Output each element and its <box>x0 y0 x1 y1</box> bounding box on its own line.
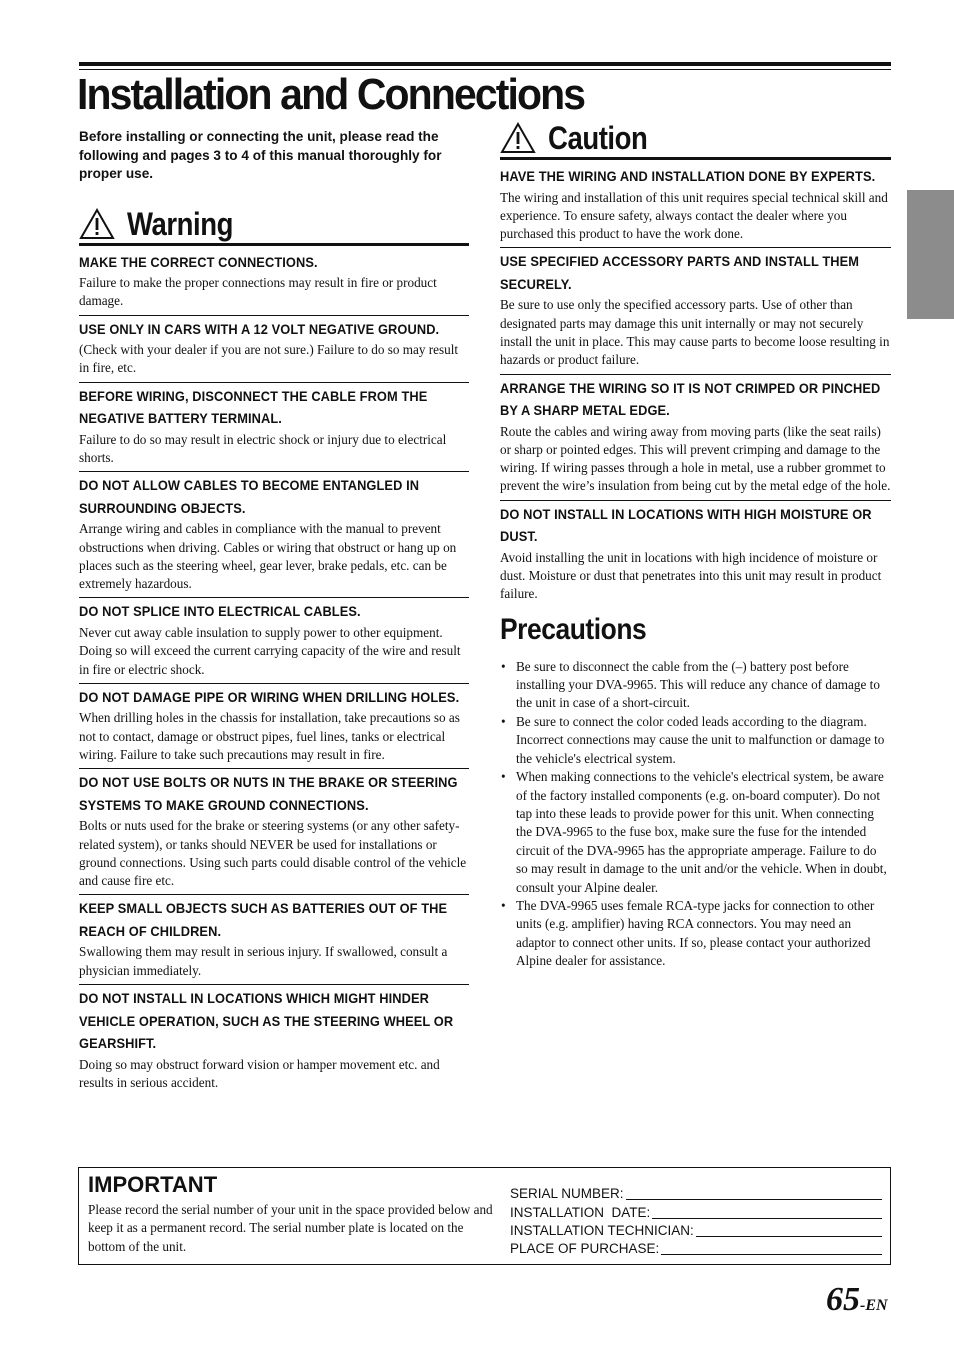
warning-heading <box>79 206 469 246</box>
title-rule-thick <box>79 62 891 66</box>
warning-item <box>79 683 469 764</box>
field-label: INSTALLATION DATE: <box>510 1204 651 1220</box>
warning-heading-label: Warning <box>127 205 234 242</box>
caution-item-title: DO NOT INSTALL IN LOCATIONS WITH HIGH MOISTURE OR DUST. <box>500 506 872 545</box>
warning-item-text: Failure to make the proper connections may result in fire or product damage. <box>79 275 437 309</box>
precaution-item: • Be sure to disconnect the cable from the (–) battery post before installing your DVA-9965. This will reduce any chance of damage to the unit in case of a short-circuit. <box>500 658 891 713</box>
precaution-item: • When making connections to the vehicle's electrical system, be aware of the factory installed components (e.g. on-board computer). Do not tap into these leads to provide power for this unit. When connecting the DVA-9965 to the fuse box, make sure the fuse for the intended circuit of the DVA-9965 has the appropriate amperage. Failure to do so may result in damage to the unit and/or the vehicle. When in doubt, consult your Alpine dealer. <box>500 768 891 897</box>
installation-technician-field[interactable] <box>510 1221 882 1239</box>
warning-item-title: DO NOT DAMAGE PIPE OR WIRING WHEN DRILLING HOLES. <box>79 689 460 705</box>
precaution-item: • Be sure to connect the color coded leads according to the diagram. Incorrect connections may cause the unit to malfunction or damage to the vehicle's electrical system. <box>500 713 891 768</box>
warning-item-text: Arrange wiring and cables in compliance with the manual to prevent obstructions when driving. Cables or wiring that obstruct or hang up on places such as the steering wheel, gear lever, brake pedals, etc. can be extremely hazardous. <box>79 521 457 592</box>
left-column <box>79 128 469 1096</box>
right-column <box>500 120 891 971</box>
fill-line <box>696 1236 882 1237</box>
fill-line <box>652 1218 882 1219</box>
caution-item-title: ARRANGE THE WIRING SO IT IS NOT CRIMPED OR PINCHED BY A SHARP METAL EDGE. <box>500 380 881 419</box>
warning-item-title: DO NOT SPLICE INTO ELECTRICAL CABLES. <box>79 604 361 620</box>
caution-item-text: Be sure to use only the specified accessory parts. Use of other than designated parts may damage this unit internally or may not securely install the unit in place. This may cause parts to become loose resulting in hazards or product failure. <box>500 297 890 368</box>
record-fields <box>510 1184 882 1257</box>
page-language-suffix: -EN <box>860 1297 888 1314</box>
field-label: INSTALLATION TECHNICIAN: <box>510 1222 694 1238</box>
precautions-list <box>500 658 891 971</box>
warning-item-title: DO NOT INSTALL IN LOCATIONS WHICH MIGHT HINDER VEHICLE OPERATION, SUCH AS THE STEERING WHEEL OR GEARSHIFT. <box>79 991 454 1052</box>
page-title: Installation and Connections <box>77 70 585 119</box>
warning-item-text: Bolts or nuts used for the brake or steering systems (or any other safety-related system), or tanks should NEVER be used for installations or ground connections. Using such parts could disable control of the vehicle and cause fire etc. <box>79 818 467 889</box>
page-number <box>826 1280 888 1326</box>
warning-triangle-icon <box>79 208 115 240</box>
warning-item-title: DO NOT ALLOW CABLES TO BECOME ENTANGLED IN SURROUNDING OBJECTS. <box>79 478 420 516</box>
precautions-heading: Precautions <box>500 612 647 646</box>
warning-item <box>79 768 469 890</box>
warning-item-text: Swallowing them may result in serious injury. If swallowed, consult a physician immediately. <box>79 944 448 978</box>
fill-line <box>661 1254 882 1255</box>
warning-item <box>79 471 469 593</box>
important-heading: IMPORTANT <box>88 1172 218 1197</box>
caution-item-text: Route the cables and wiring away from moving parts (like the seat rails) or sharp or pointed edges. This will prevent crimping and damage to the wiring. If wiring passes through a hole in metal, use a rubber grommet to prevent the wire’s insulation from being cut by the metal edge of the hole. <box>500 423 891 494</box>
caution-item <box>500 500 891 604</box>
place-of-purchase-field[interactable] <box>510 1239 882 1257</box>
warning-item-text: When drilling holes in the chassis for installation, take precautions so as not to contact, damage or obstruct pipes, fuel lines, tanks or electrical wiring. Failure to take such precautions may result in fire. <box>79 710 460 762</box>
warning-item-title: MAKE THE CORRECT CONNECTIONS. <box>79 254 318 270</box>
warning-item <box>79 984 469 1092</box>
caution-item <box>500 374 891 496</box>
caution-item <box>500 247 891 369</box>
warning-item <box>79 894 469 980</box>
warning-item <box>79 252 469 311</box>
warning-item <box>79 315 469 378</box>
page-number-value: 65 <box>826 1281 860 1318</box>
important-text: Please record the serial number of your unit in the space provided below and keep it as a permanent record. The serial number plate is located on the bottom of the unit. <box>88 1202 493 1254</box>
field-label: SERIAL NUMBER: <box>510 1186 624 1202</box>
important-box <box>78 1167 891 1265</box>
field-label: PLACE OF PURCHASE: <box>510 1241 660 1257</box>
installation-date-field[interactable] <box>510 1202 882 1220</box>
caution-item-text: Avoid installing the unit in locations with high incidence of moisture or dust. Moisture or dust that penetrates into this unit may result in product failure. <box>500 549 882 602</box>
warning-item-text: Doing so may obstruct forward vision or hamper movement etc. and results in serious accident. <box>79 1056 440 1090</box>
caution-item <box>500 166 891 243</box>
serial-number-field[interactable] <box>510 1184 882 1202</box>
intro-text: Before installing or connecting the unit, please read the following and pages 3 to 4 of this manual thoroughly for proper use. <box>79 129 442 181</box>
caution-heading <box>500 120 891 160</box>
warning-item-text: (Check with your dealer if you are not sure.) Failure to do so may result in fire, etc. <box>79 342 459 376</box>
warning-item-text: Failure to do so may result in electric shock or injury due to electrical shorts. <box>79 431 447 465</box>
warning-item-title: KEEP SMALL OBJECTS SUCH AS BATTERIES OUT OF THE REACH OF CHILDREN. <box>79 901 448 939</box>
caution-triangle-icon <box>500 122 536 154</box>
section-tab <box>907 190 954 319</box>
fill-line <box>626 1199 882 1200</box>
precaution-item: • The DVA-9965 uses female RCA-type jacks for connection to other units (e.g. amplifier) having RCA connectors. You may need an adaptor to connect other units. If so, please contact your authorized Alpine dealer for assistance. <box>500 897 891 971</box>
caution-item-title: USE SPECIFIED ACCESSORY PARTS AND INSTALL THEM SECURELY. <box>500 254 860 292</box>
caution-heading-label: Caution <box>548 120 648 156</box>
warning-item-title: DO NOT USE BOLTS OR NUTS IN THE BRAKE OR STEERING SYSTEMS TO MAKE GROUND CONNECTIONS. <box>79 775 458 813</box>
warning-item-title: BEFORE WIRING, DISCONNECT THE CABLE FROM THE NEGATIVE BATTERY TERMINAL. <box>79 388 428 427</box>
warning-item-text: Never cut away cable insulation to supply power to other equipment. Doing so will exceed the current carrying capacity of the wire and result in fire or electric shock. <box>79 624 461 677</box>
warning-item-title: USE ONLY IN CARS WITH A 12 VOLT NEGATIVE GROUND. <box>79 321 440 337</box>
caution-item-title: HAVE THE WIRING AND INSTALLATION DONE BY EXPERTS. <box>500 169 876 184</box>
caution-item-text: The wiring and installation of this unit requires special technical skill and experience. To ensure safety, always contact the dealer where you purchased this product to have the work done. <box>500 189 888 242</box>
warning-item <box>79 382 469 468</box>
warning-item <box>79 597 469 678</box>
